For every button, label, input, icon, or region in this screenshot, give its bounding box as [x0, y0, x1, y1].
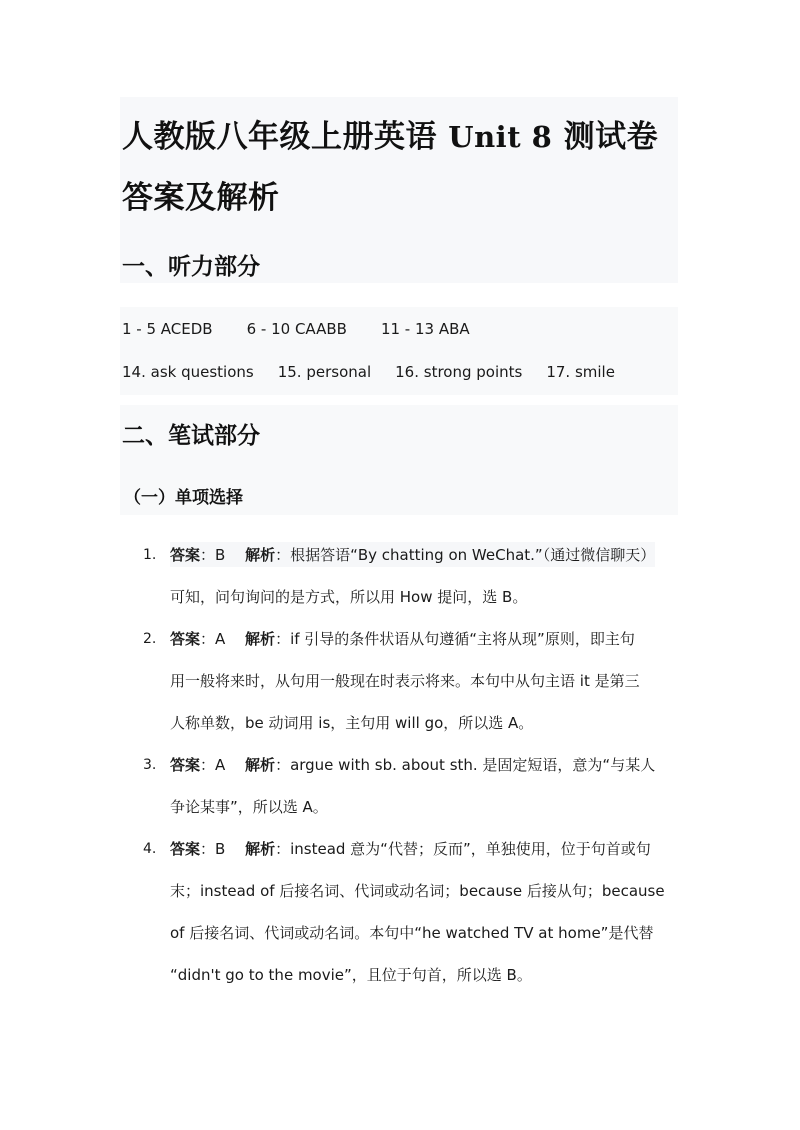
title-unit: Unit 8 — [448, 120, 553, 154]
item-number: 2. — [143, 631, 157, 647]
answer-6-10: 6 - 10 CAABB — [246, 320, 347, 338]
item-4-line-2: 末；instead of 后接名词、代词或动名词；because 后接从句；because — [170, 882, 665, 900]
item-3-line-1: 答案：A 解析：argue with sb. about sth. 是固定短语，意为“与某人 — [170, 756, 656, 774]
item-number: 4. — [143, 841, 157, 857]
title-chinese: 人教版八年级上册英语 — [122, 119, 437, 155]
listening-heading: 一、听力部分 — [122, 254, 260, 280]
item-1-line-2: 可知，问句询问的是方式，所以用 How 提问，选 B。 — [170, 588, 528, 606]
answer-11-13: 11 - 13 ABA — [380, 320, 470, 338]
document-subtitle: 答案及解析 — [122, 180, 280, 216]
item-4-line-3: of 后接名词、代词或动名词。本句中“he watched TV at home”是代替 — [170, 924, 654, 942]
item-number: 1. — [143, 547, 157, 563]
title-tail: 测试卷 — [563, 119, 659, 155]
listening-answers-row-1 — [122, 320, 470, 338]
item-2-line-3: 人称单数，be 动词用 is，主句用 will go，所以选 A。 — [170, 714, 534, 732]
item-4-line-4: “didn't go to the movie”，且位于句首，所以选 B。 — [170, 966, 532, 984]
answer-16: 16. strong points — [395, 363, 523, 381]
answer-1-5: 1 - 5 ACEDB — [122, 320, 213, 338]
multiple-choice-subheading: （一）单项选择 — [124, 488, 243, 508]
document-title — [122, 111, 658, 156]
item-1-line-1: 答案：B 解析：根据答语“By chatting on WeChat.”（通过微信聊天） — [170, 542, 655, 567]
item-number: 3. — [143, 757, 157, 773]
item-2-line-2: 用一般将来时，从句用一般现在时表示将来。本句中从句主语 it 是第三 — [170, 672, 640, 690]
answer-14: 14. ask questions — [122, 363, 254, 381]
item-2-line-1: 答案：A 解析：if 引导的条件状语从句遵循“主将从现”原则，即主句 — [170, 630, 635, 648]
item-3-line-2: 争论某事”，所以选 A。 — [170, 798, 328, 816]
written-heading: 二、笔试部分 — [122, 423, 260, 449]
answer-17: 17. smile — [546, 363, 615, 381]
listening-answers-row-2 — [122, 363, 615, 381]
item-4-line-1: 答案：B 解析：instead 意为“代替；反而”，单独使用，位于句首或句 — [170, 840, 651, 858]
answer-15: 15. personal — [277, 363, 372, 381]
